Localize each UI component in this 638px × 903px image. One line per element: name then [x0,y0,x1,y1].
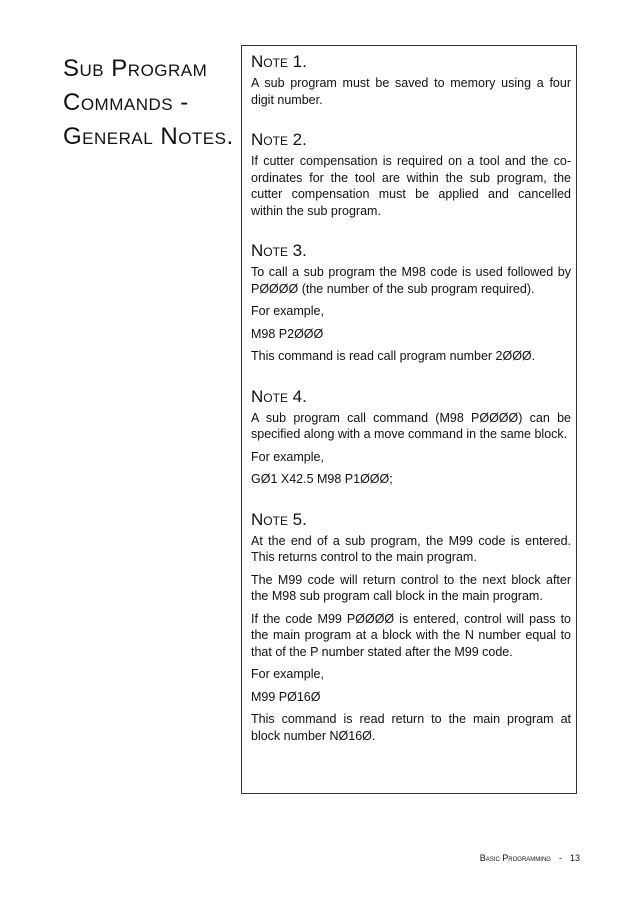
side-title-line: Sub Program [63,55,208,82]
note-1 [251,52,571,108]
side-title-line: Commands - [63,89,189,116]
code-example: M99 PØ16Ø [251,689,321,704]
code-example: GØ1 X42.5 M98 P1ØØØ; [251,472,393,486]
note-heading: Note 5. [251,509,307,529]
page-footer [440,853,580,863]
note-3 [251,241,571,365]
note-heading: Note 1. [251,52,307,71]
side-title [63,52,235,154]
note-2 [251,130,571,219]
note-paragraph: If the code M99 PØØØØ is entered, control will pass to the main program at a block with the N number equal to that of the P number stated after the M99 code. [251,611,571,659]
note-paragraph: For example, [251,449,324,464]
note-4 [251,387,571,488]
note-paragraph: A sub program call command (M98 PØØØØ) can be specified along with a move command in the same block. [251,410,571,441]
page-number: 13 [569,853,580,863]
note-paragraph: If cutter compensation is required on a tool and the co-ordinates for the tool are within the sub program, the cutter compensation must be applied and cancelled within the sub program. [251,154,571,218]
note-paragraph: To call a sub program the M98 code is used followed by PØØØØ (the number of the sub program required). [251,265,571,296]
note-heading: Note 3. [251,241,307,260]
note-paragraph: For example, [251,304,324,318]
note-paragraph: For example, [251,667,324,681]
note-5 [251,510,571,745]
note-heading: Note 2. [251,130,307,149]
footer-section: Basic Programming [479,853,551,863]
code-example: M98 P2ØØØ [251,326,324,341]
note-paragraph: This command is read call program number 2ØØØ. [251,349,536,363]
note-paragraph: The M99 code will return control to the next block after the M98 sub program call block in the main program. [251,572,571,603]
footer-separator: - [558,853,562,863]
note-heading: Note 4. [251,386,307,406]
note-paragraph: This command is read return to the main program at block number NØ16Ø. [251,712,571,743]
side-title-line: General Notes. [63,123,234,150]
note-paragraph: A sub program must be saved to memory using a four digit number. [251,76,571,107]
note-paragraph: At the end of a sub program, the M99 code is entered. This returns control to the main program. [251,533,571,564]
notes-content [251,52,571,766]
